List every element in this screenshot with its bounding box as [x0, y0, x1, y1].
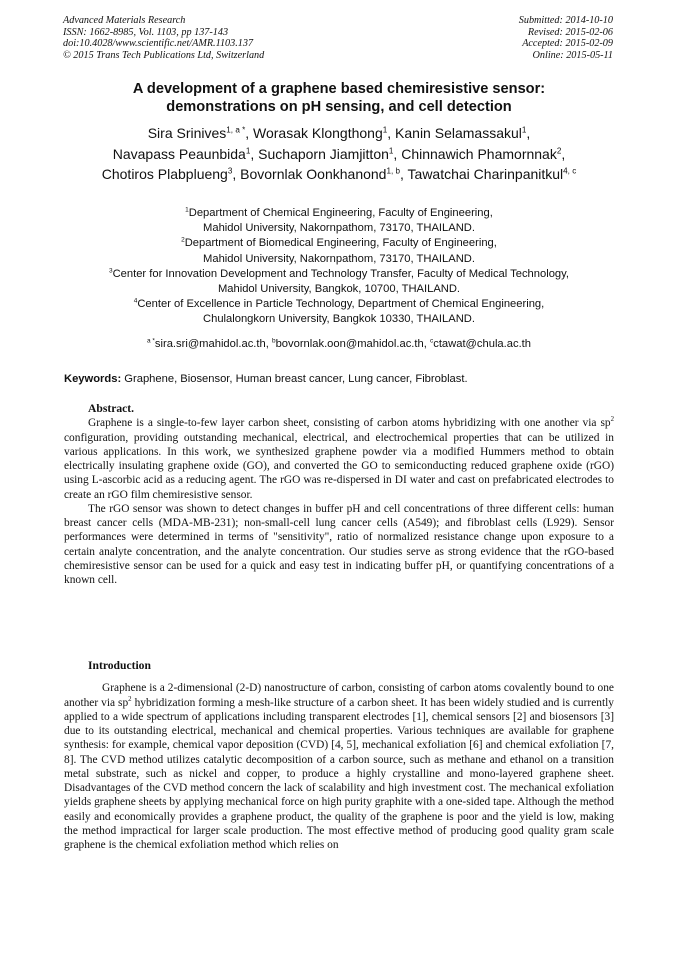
affiliation-2	[40, 236, 638, 251]
abstract-paragraph-2: The rGO sensor was shown to detect changes in buffer pH and cell concentrations of three different cells: human breast cancer cells (MDA-MB-231); non-small-cell lung cancer cells (A549); and fibroblast cells (L929). Sensor performances were determined in terms of "sensitivity", ratio of normalized resistance change upon exposure to a certain analyte concentration, and the analyte concentration. Our studies serve as strong evidence that the rGO-based chemiresistive sensor can be used for a quick and easy test in indicating buffer pH, or quantifying concentrations of a known cell.	[64, 502, 614, 586]
author-name: Chotiros Plabplueng	[101, 166, 228, 182]
author-sep: ,	[387, 125, 396, 141]
author-name: Sira Srinives	[147, 125, 227, 141]
email-sep: ,	[265, 338, 272, 350]
author-name: Bovornlak Oonkhanond	[240, 166, 387, 182]
email-sup: b	[271, 337, 276, 345]
accepted-date: Accepted: 2015-02-09	[522, 38, 613, 50]
author-emails	[40, 337, 638, 351]
copyright: © 2015 Trans Tech Publications Ltd, Switzerland	[63, 49, 265, 61]
affiliation-num: 4	[133, 297, 138, 305]
journal-header-right	[519, 15, 613, 61]
email-link[interactable]: bovornlak.oon@mahidol.ac.th	[275, 338, 424, 350]
affiliation-4	[40, 297, 638, 312]
author-sup: 4, c	[563, 166, 577, 176]
author-sup: 1, a *	[226, 125, 246, 135]
affiliation-line: Department of Chemical Engineering, Faculty of Engineering,	[188, 207, 493, 219]
text-run: Graphene is a 2-dimensional (2-D) nanostructure of carbon, consisting of carbon atoms covalently bound to one another via sp	[64, 682, 614, 709]
author-name: Tawatchai Charinpanitkul	[407, 166, 564, 182]
introduction-heading: Introduction	[88, 659, 151, 672]
affiliation-3	[40, 267, 638, 282]
author-sep: ,	[526, 125, 531, 141]
author-sup: 3	[227, 166, 233, 176]
affiliation-line: Department of Biomedical Engineering, Faculty of Engineering,	[184, 237, 497, 250]
affiliation-num: 3	[108, 267, 113, 275]
keywords-text: Graphene, Biosensor, Human breast cancer, Lung cancer, Fibroblast.	[121, 373, 468, 385]
journal-name: Advanced Materials Research	[63, 15, 186, 26]
author-sep: ,	[400, 166, 408, 182]
introduction-paragraph-1	[64, 681, 614, 852]
doi: doi:10.4028/www.scientific.net/AMR.1103.137	[63, 38, 254, 50]
submitted-date: Submitted: 2014-10-10	[518, 15, 613, 26]
email-sup: c	[429, 337, 434, 345]
author-sup: 1	[388, 145, 394, 155]
email-link[interactable]: sira.sri@mahidol.ac.th	[154, 338, 266, 350]
online-date: Online: 2015-05-11	[532, 49, 613, 61]
author-sep: ,	[250, 145, 259, 162]
email-sup: a *	[146, 337, 155, 345]
author-line-3	[40, 164, 638, 185]
keywords	[64, 372, 614, 386]
affiliation-num: 1	[185, 206, 189, 214]
author-name: Chinnawich Phamornnak	[401, 145, 557, 162]
text-run: configuration, providing outstanding mechanical, electrical, and electrochemical properties that can be utilized in various applications. In this work, we synthesized graphene powder via a modified Hummers method to obtain electrically insulating graphene oxide (GO), and converted the GO to semiconducting reduced graphene oxide (rGO) using L-ascorbic acid as a reducing agent. The rGO was re-dispersed in DI water and cast on prefabricated electrodes to create an rGO film chemiresistive sensor.	[64, 431, 614, 501]
superscript: 2	[128, 695, 132, 703]
email-sep: ,	[423, 338, 430, 350]
author-name: Worasak Klongthong	[253, 125, 383, 141]
abstract-paragraph-1	[64, 416, 614, 502]
title-line-2: demonstrations on pH sensing, and cell detection	[166, 99, 512, 115]
author-sup: 2	[556, 145, 562, 155]
author-line-2	[40, 144, 638, 165]
title-line-1: A development of a graphene based chemiresistive sensor:	[132, 81, 546, 97]
affiliation-num: 2	[181, 236, 185, 244]
affiliation-line: Center of Excellence in Particle Technology, Department of Chemical Engineering,	[137, 298, 545, 311]
affiliation-1-line-2: Mahidol University, Nakornpathom, 73170, THAILAND.	[203, 222, 475, 235]
author-line-1	[40, 123, 638, 144]
text-run: hybridization forming a mesh-like structure of a carbon sheet. It has been widely studied and is currently applied to a wide spectrum of applications including transparent electrodes [1], chemical sensors [2] and biosensors [3] due to its outstanding electrical, mechanical and chemical properties. Various techniques are available for graphene synthesis: for example, chemical vapor deposition (CVD) [4, 5], mechanical exfoliation [6] and chemical exfoliation [7, 8]. The CVD method utilizes catalytic decomposition of a carbon source, such as methane and ethanol on a transition metal substrate, such as nickel and copper, to produce a highly crystalline and mono-layered graphene sheet. Disadvantages of the CVD method concern the lack of scalability and high investment cost. The mechanical exfoliation yields graphene sheets by applying mechanical force on high purity graphite with a one-sided tape. Although the method easily and economically provides a graphene product, the quality of the graphene is poor and the yield is low, making the method impractical for larger scale production. The most effective method of producing good quality gram scale graphene is the chemical exfoliation method which relies on	[64, 696, 614, 851]
author-sup: 1, b	[386, 166, 400, 176]
paper-title	[40, 80, 638, 116]
author-sup: 1	[382, 125, 388, 135]
revised-date: Revised: 2015-02-06	[527, 26, 613, 38]
affiliation-3-line-2: Mahidol University, Bangkok, 10700, THAILAND.	[217, 283, 461, 296]
author-sup: 1	[245, 145, 251, 155]
affiliations	[40, 206, 638, 328]
author-name: Navapass Peaunbida	[112, 145, 246, 162]
text-run: Graphene is a single-to-few layer carbon sheet, consisting of carbon atoms hybridizing with one another via sp	[88, 417, 611, 430]
introduction-section	[64, 659, 614, 852]
affiliation-2-line-2: Mahidol University, Nakornpathom, 73170, THAILAND.	[203, 252, 475, 265]
affiliation-1	[40, 206, 638, 221]
keywords-label: Keywords:	[64, 373, 122, 385]
abstract-section	[64, 402, 614, 587]
journal-header-left	[63, 15, 264, 61]
issn: ISSN: 1662-8985, Vol. 1103, pp 137-143	[63, 26, 229, 38]
author-list	[40, 123, 638, 185]
author-sep: ,	[561, 145, 566, 162]
author-name: Suchaporn Jiamjitton	[258, 145, 389, 162]
author-sep: ,	[393, 145, 402, 162]
abstract-heading: Abstract.	[88, 402, 135, 415]
author-sep: ,	[245, 125, 254, 141]
affiliation-line: Center for Innovation Development and Technology Transfer, Faculty of Medical Technology,	[112, 267, 570, 280]
author-name: Kanin Selamassakul	[395, 125, 522, 141]
superscript: 2	[610, 416, 614, 424]
author-sep: ,	[232, 166, 241, 182]
affiliation-4-line-2: Chulalongkorn University, Bangkok 10330, THAILAND.	[203, 313, 475, 326]
email-link[interactable]: ctawat@chula.ac.th	[433, 338, 532, 350]
author-sup: 1	[521, 125, 527, 135]
